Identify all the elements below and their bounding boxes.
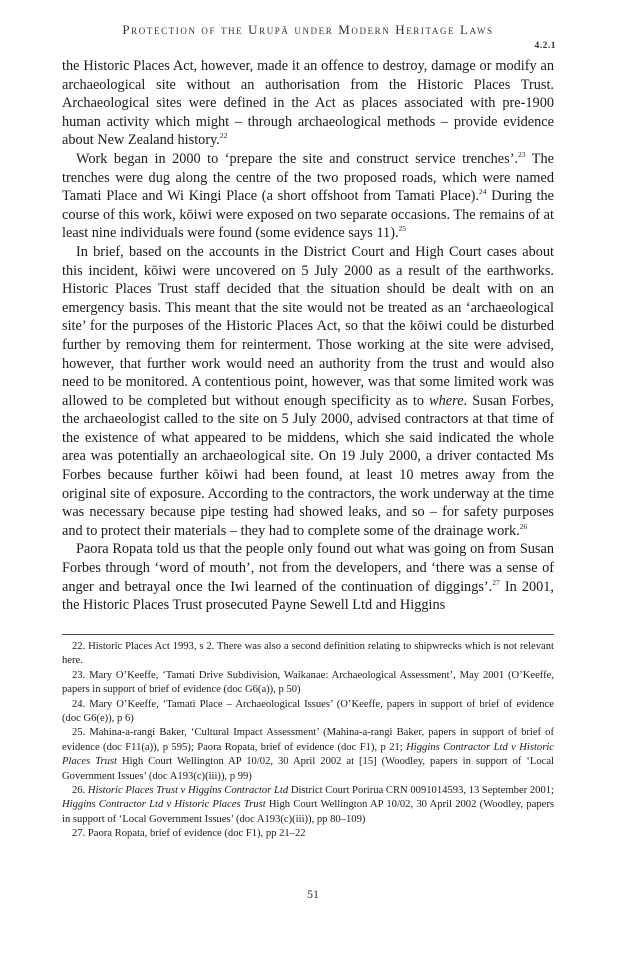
running-head: Protection of the Urupā under Modern Heritage Laws: [122, 22, 494, 37]
footnote-text: 25. Mahina-a-rangi Baker, ‘Cultural Impact Assessment’ (Mahina-a-rangi Baker, papers in support of brief of evidence (doc F11(a)), p 595); Paora Ropata, brief of evidence (doc F1), p 21;: [62, 727, 554, 753]
paragraph-text: In 2001, the Historic Places Trust prosecuted Payne Sewell Ltd and Higgins: [62, 578, 554, 614]
footnote-ref-24[interactable]: 24: [479, 187, 487, 197]
footnote-text: High Court Wellington AP 10/02, 30 April 2002 at [15] (Woodley, papers in support of ‘Local Government Issues’ (doc A193(c)(iii)), p 99): [62, 756, 554, 782]
paragraph-text: Paora Ropata told us that the people only found out what was going on from Susan Forbes through ‘word of mouth’, not from the developers, and ‘there was a sense of anger and betrayal once the Iwi learned of the continuation of diggings’.: [62, 541, 554, 595]
footnote-22: 22. Historic Places Act 1993, s 2. There was also a second definition relating to shipwrecks which is not relevant here.: [62, 641, 554, 667]
body-text: [62, 57, 554, 615]
footnote-23: 23. Mary O’Keeffe, ‘Tamati Drive Subdivision, Waikanae: Archaeological Assessment’, May 2001 (O’Keeffe, papers in support of brief of evidence (doc G6(a)), p 50): [62, 669, 554, 696]
footnote-ref-23[interactable]: 23: [518, 149, 526, 159]
paragraph-text: . Susan Forbes, the archaeologist called to the site on 5 July 2000, advised contractors at that time of the existence of what appeared to be middens, which she said indicated the whole area was potentially an archaeological site. On 19 July 2000, a driver contacted Ms Forbes because further kōiwi had been found, at least 10 metres away from the original site of exposure. According to the contractors, the work underway at the time was necessary because pipe testing had showed leaks, and so – for safety purposes and to protect their materials – they had to complete some of the drainage work.: [62, 392, 554, 539]
paragraph-3: [62, 243, 554, 541]
footnote-26: [62, 784, 554, 827]
case-name: Higgins Contractor Ltd v Historic Places Trust: [62, 799, 266, 811]
footnote-ref-27[interactable]: 27: [492, 577, 500, 587]
footnotes: [62, 640, 554, 842]
footnote-24: 24. Mary O’Keeffe, ‘Tamati Place – Archaeological Issues’ (O’Keeffe, papers in support of brief of evidence (doc G6(e)), p 6): [62, 698, 554, 725]
footnote-text: High Court Wellington AP 10/02, 30 April 2002 (Woodley, papers in support of ‘Local Government Issues’ (doc A193(c)(iii)), pp 80–109): [62, 799, 554, 825]
case-name: Higgins Contractor Ltd v Historic Places Trust: [62, 741, 554, 768]
footnote-text: District Court Porirua CRN 0091014593, 13 September 2001;: [288, 785, 555, 797]
footnote-ref-25[interactable]: 25: [398, 224, 407, 234]
paragraph-2: [62, 150, 554, 243]
footnote-27: 27. Paora Ropata, brief of evidence (doc F1), pp 21–22: [72, 828, 306, 840]
paragraph-text: In brief, based on the accounts in the District Court and High Court cases about this incident, kōiwi were uncovered on 5 July 2000 as a result of the earthworks. Historic Places Trust staff decided that the situation should be dealt with on an emergency basis. This meant that the site would not be treated as an ‘archaeological site’ for the purposes of the Historic Places Act, so that the kōiwi could be disturbed further by removing them for reinterment. Those working at the site were advised, however, that further work would need an authority from the trust and would also need to be monitored. A contentious point, however, was that some limited work was allowed to be completed but without enough specificity as to: [62, 243, 554, 409]
emphasis-where: where: [429, 392, 464, 409]
paragraph-4: [62, 540, 554, 614]
paragraph-text: Work began in 2000 to ‘prepare the site and construct service trenches’.: [76, 150, 519, 167]
paragraph-1: [62, 57, 554, 150]
paragraph-text: The trenches were dug along the centre of the two proposed roads, which were named Tamati Place and Wi Kingi Place (a short offshoot from Tamati Place).: [62, 150, 554, 205]
footnote-ref-22[interactable]: 22: [219, 131, 228, 141]
footnote-ref-26[interactable]: 26: [519, 521, 528, 531]
footnote-divider: [62, 634, 554, 635]
section-number: 4.2.1: [534, 41, 556, 51]
footnote-number: 26.: [72, 785, 88, 797]
footnote-25: [62, 726, 554, 784]
paragraph-text: During the course of this work, kōiwi were exposed on two separate occasions. The remains of at least nine individuals were found (some evidence says 11).: [62, 188, 555, 242]
case-name: Historic Places Trust v Higgins Contractor Ltd: [87, 785, 289, 797]
paragraph-text: the Historic Places Act, however, made it an offence to destroy, damage or modify an archaeological site without an authorisation from the Historic Places Trust. Archaeological sites were defined in the Act as places associated with pre-1900 human activity which might – through archaeological methods – provide evidence about New Zealand history.: [62, 58, 554, 149]
page-number: 51: [307, 887, 319, 901]
